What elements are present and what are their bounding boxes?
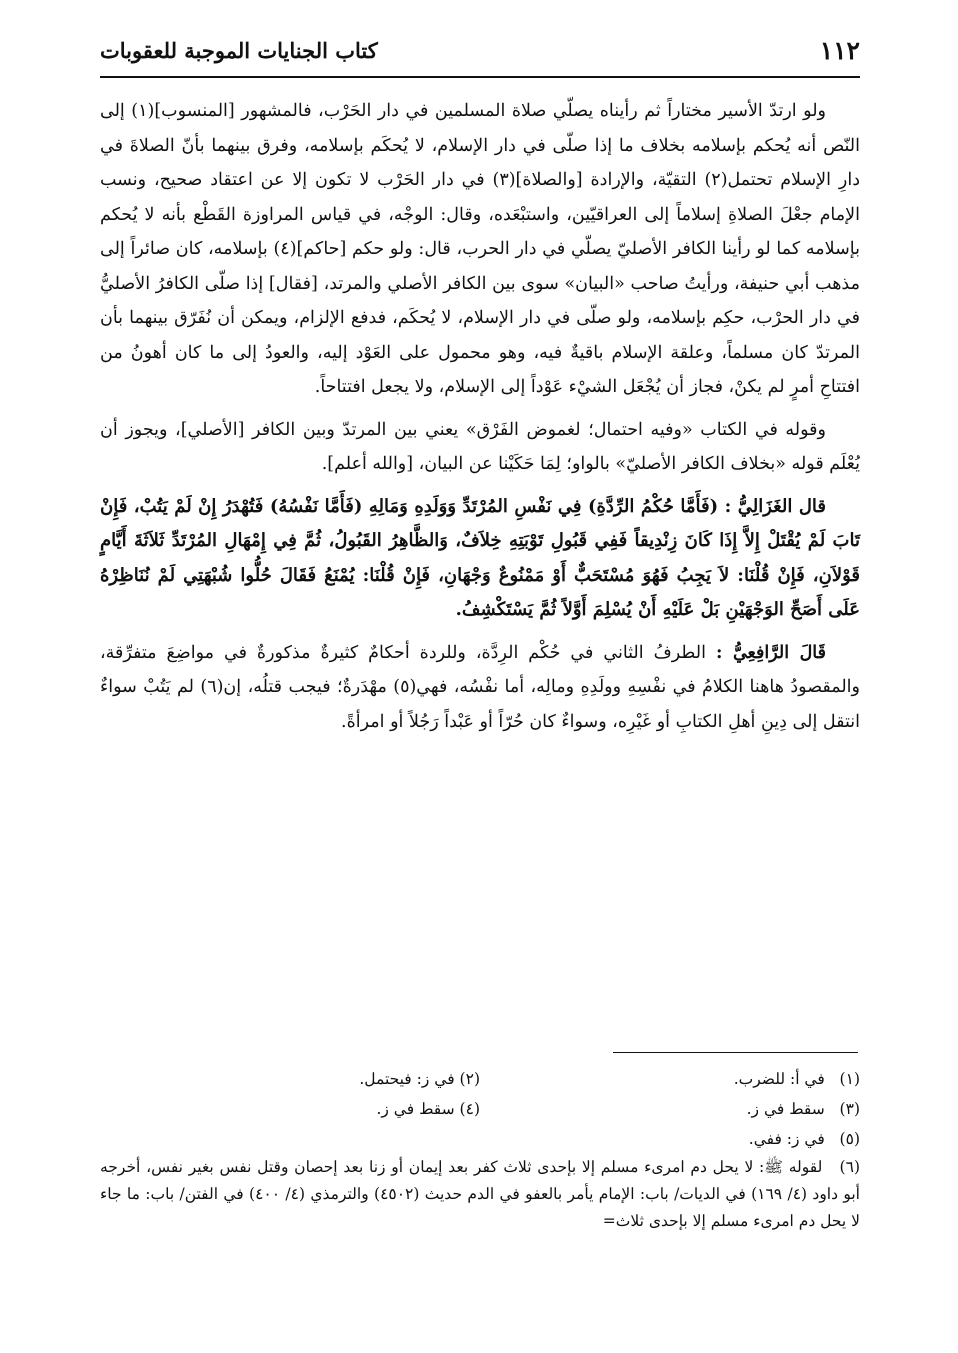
main-text xyxy=(100,94,860,747)
footnotes xyxy=(100,1064,860,1235)
footnote-5 xyxy=(480,1124,860,1154)
ghazali-text: (فَأَمَّا حُكْمُ الرِّدَّةِ) فِي نَفْسِ المُرْتَدِّ وَوَلَدِهِ وَمَالِهِ (فَأَمَّا نَفْسُهُ) فَتُهْدَرُ إِنْ لَمْ يَتُبْ، فَإِنْ تَابَ لَمْ يُقْتَلْ إِلاَّ إِذَا كَانَ زِنْدِيقاً فَفِي قَبُولِ تَوْبَتِهِ خِلاَفٌ، وَالظَّاهِرُ القَبُولُ، ثُمَّ فِي إِمْهَالِ المُرْتَدِّ ثَلاَثَةَ أَيَّامٍ قَوْلاَنِ، فَإِنْ قُلْنَا: لاَ يَجِبُ فَهُوَ مُسْتَحَبٌّ أَوْ مَمْنُوعٌ وَجْهَانِ، فَإِنْ قُلْنَا: يُمْنَعُ فَقَالَ حُلُّوا شُبْهَتِي لَمْ نُنَاظِرْهُ عَلَى أَصَحِّ الوَجْهَيْنِ بَلْ عَلَيْهِ أَنْ يُسْلِمَ أَوَّلاً ثُمَّ يَسْتَكْشِفُ. xyxy=(100,495,860,620)
rafii-speaker: قَالَ الرَّافِعِيُّ : xyxy=(715,642,826,663)
running-title: كتاب الجنايات الموجبة للعقوبات xyxy=(100,37,378,63)
footnote-text: في أ: للضرب. xyxy=(733,1070,825,1088)
footnote-text: لقوله ﷺ: لا يحل دم امرىء مسلم إلا بإحدى ثلاث كفر بعد إيمان أو زنا بعد إحصان وقتل نفس بغير نفس، أخرجه أبو داود (٤/ ١٦٩) في الديات/ باب: الإمام يأمر بالعفو في الدم حديث (٤٥٠٢) والترمذي (٤/ ٤٠٠) في الفتن/ باب: ما جاء لا يحل دم امرىء مسلم إلا بإحدى ثلاث= xyxy=(100,1158,860,1230)
page-header xyxy=(100,30,860,70)
footnote-1 xyxy=(480,1064,860,1094)
footnote-text: سقط في ز. xyxy=(746,1100,825,1118)
footnote-3 xyxy=(480,1094,860,1124)
ghazali-speaker: قال الغَزَالِيُّ : xyxy=(724,495,826,517)
footnote-row xyxy=(100,1064,860,1094)
footnote-number: (١) xyxy=(839,1070,860,1088)
rafii-commentary xyxy=(100,636,860,740)
footnote-text: في ز: فيحتمل. xyxy=(359,1070,455,1088)
paragraph-book-statement: وقوله في الكتاب «وفيه احتمال؛ لغموض الفَرْق» يعني بين المرتدّ وبين الكافر [الأصلي]، ويجوز أن يُعْلَم قوله «بخلاف الكافر الأصليّ» بالواو؛ لِمَا حَكَيْنا عن البيان، [والله أعلم]. xyxy=(100,419,860,474)
footnote-6 xyxy=(100,1154,860,1235)
page-number: ١١٢ xyxy=(819,35,860,65)
footnote-2 xyxy=(100,1064,480,1094)
footnote-number: (٣) xyxy=(839,1100,860,1118)
footnote-number: (٥) xyxy=(839,1130,860,1148)
footnote-4 xyxy=(100,1094,480,1124)
footnote-separator xyxy=(613,1052,858,1053)
footnote-number: (٢) xyxy=(459,1070,480,1088)
footnote-text: سقط في ز. xyxy=(376,1100,455,1118)
footnote-row xyxy=(100,1094,860,1124)
footnote-number: (٦) xyxy=(839,1158,860,1176)
ghazali-quote xyxy=(100,490,860,628)
footnote-row xyxy=(100,1124,860,1154)
paragraph-apostate-prayer: ولو ارتدّ الأسير مختاراً ثم رأيناه يصلّي صلاة المسلمين في دار الحَرْب، فالمشهور [المنسوب](١) إلى النّص أنه يُحكم بإسلامه بخلاف ما إذا صلّى في دار الإسلام، لا يُحكَم بإسلامه، وفرق بينهما بأنّ الصلاةَ في دارِ الإسلام تحتمل(٢) التقيّة، والإرادة [والصلاة](٣) في دار الحَرْب لا تكون إلا عن اعتقاد صحيح، ونسب الإمام جعْلَ الصلاةِ إسلاماً إلى العراقيّين، واستبْعَده، وقال: الوجْه، في قياس المراوزة القَطْع بأنه لا يُحكم بإسلامه كما لو رأينا الكافر الأصليّ يصلّي في دار الحرب، قال: ولو حكم [حاكم](٤) بإسلامه، كان صائراً إلى مذهب أبي حنيفة، ورأيتُ صاحب «البيان» سوى بين الكافر الأصلي والمرتد، [فقال] إذا صلّى الكافرُ الأصليُّ في دار الحرْب، حكِم بإسلامه، ولو صلّى في دار الإسلام، لا يُحكَم، فدفع الإلزام، ويمكن أن نُفَرّق بينهما بأن المرتدّ كان مسلماً، وعلقة الإسلام باقيةٌ فيه، وهو محمول على العَوْد إليه، والعودُ إلى ما كان أهونُ من افتتاحِ أمرٍ لم يكنْ، فجاز أن يُجْعَل الشيْء عَوْداً إلى الإسلام، ولا يجعل افتتاحاً. xyxy=(100,101,860,397)
header-rule xyxy=(100,76,860,78)
footnote-text: في ز: ففي. xyxy=(748,1130,825,1148)
footnote-number: (٤) xyxy=(459,1100,480,1118)
rafii-text: الطرفُ الثاني في حُكْم الرِدَّة، وللردة أحكامٌ كثيرةٌ مذكورةٌ في مواضِعَ متفرِّقة، والمقصودُ هاهنا الكلامُ في نفْسِهِ وولَدِهِ ومالِه، أما نفْسُه، فهي(٥) مهْدَرةٌ؛ فيجب قتلُه، إن(٦) لم يَتُبْ سواءٌ انتقل إلى دِينِ أهلِ الكتابِ أو غَيْرِه، وسواءٌ كان حُرّاً أو عَبْداً رَجُلاً أو امرأةً. xyxy=(100,642,860,732)
